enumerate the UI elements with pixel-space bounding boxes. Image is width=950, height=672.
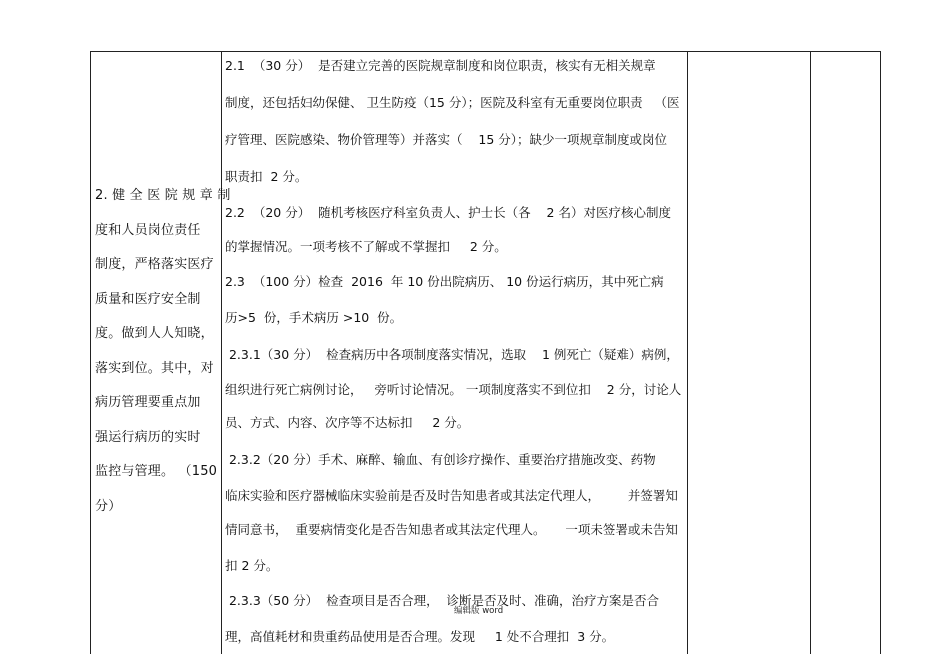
detail-line: 员、方式、内容、次序等不达标扣 2 分。 bbox=[225, 415, 470, 430]
criteria-line: 制度，严格落实医疗 bbox=[95, 257, 214, 272]
detail-line: 历>5 份，手术病历 >10 份。 bbox=[225, 310, 403, 325]
column-divider-2 bbox=[687, 51, 688, 654]
detail-line: 疗管理、医院感染、物价管理等）并落实（ 15 分）；缺少一项规章制度或岗位 bbox=[225, 132, 668, 147]
criteria-line: 病历管理要重点加 bbox=[95, 395, 201, 410]
detail-line: 制度，还包括妇幼保健、 卫生防疫（15 分）；医院及科室有无重要岗位职责 （医 bbox=[225, 95, 680, 110]
criteria-line: 强运行病历的实时 bbox=[95, 429, 201, 445]
criteria-line: 度和人员岗位责任 bbox=[95, 222, 201, 238]
detail-line: 2.2 （20 分） 随机考核医疗科室负责人、护士长（各 2 名）对医疗核心制度 bbox=[225, 205, 671, 220]
detail-line: 情同意书， 重要病情变化是否告知患者或其法定代理人。 一项未签署或未告知 bbox=[225, 522, 678, 537]
detail-line: 的掌握情况。一项考核不了解或不掌握扣 2 分。 bbox=[225, 239, 507, 254]
column-divider-3 bbox=[810, 51, 811, 654]
detail-line: 2.1 （30 分） 是否建立完善的医院规章制度和岗位职责，核实有无相关规章 bbox=[225, 58, 656, 73]
criteria-cell bbox=[95, 179, 231, 524]
detail-line: 组织进行死亡病例讨论， 旁听讨论情况。 一项制度落实不到位扣 2 分，讨论人 bbox=[225, 382, 682, 397]
detail-line: 临床实验和医疗器械临床实验前是否及时告知患者或其法定代理人， 并签署知 bbox=[225, 488, 678, 503]
detail-line: 扣 2 分。 bbox=[225, 558, 279, 573]
criteria-line: 分） bbox=[95, 498, 122, 514]
detail-line: 2.3 （100 分）检查 2016 年 10 份出院病历、 10 份运行病历，其中死亡病 bbox=[225, 274, 664, 289]
watermark-label: 编辑版 word bbox=[454, 606, 504, 616]
detail-line: 2.3.2（20 分）手术、麻醉、输血、有创诊疗操作、重要治疗措施改变、药物 bbox=[225, 452, 656, 467]
criteria-line: 质量和医疗安全制 bbox=[95, 291, 201, 307]
criteria-line: 2. 健 全 医 院 规 章 制 bbox=[95, 188, 231, 203]
column-divider-1 bbox=[221, 51, 222, 654]
detail-line: 2.3.3（50 分） 检查项目是否合理， 诊断是否及时、准确，治疗方案是否合 bbox=[225, 593, 660, 608]
detail-line: 理，高值耗材和贵重药品使用是否合理。发现 1 处不合理扣 3 分。 bbox=[225, 629, 615, 644]
criteria-line: 监控与管理。 （150 bbox=[95, 464, 218, 479]
criteria-line: 落实到位。其中，对 bbox=[95, 360, 214, 376]
detail-line: 职责扣 2 分。 bbox=[225, 169, 308, 184]
detail-line: 2.3.1（30 分） 检查病历中各项制度落实情况，选取 1 例死亡（疑难）病例， bbox=[225, 347, 679, 362]
criteria-line: 度。做到人人知晓， bbox=[95, 326, 214, 341]
